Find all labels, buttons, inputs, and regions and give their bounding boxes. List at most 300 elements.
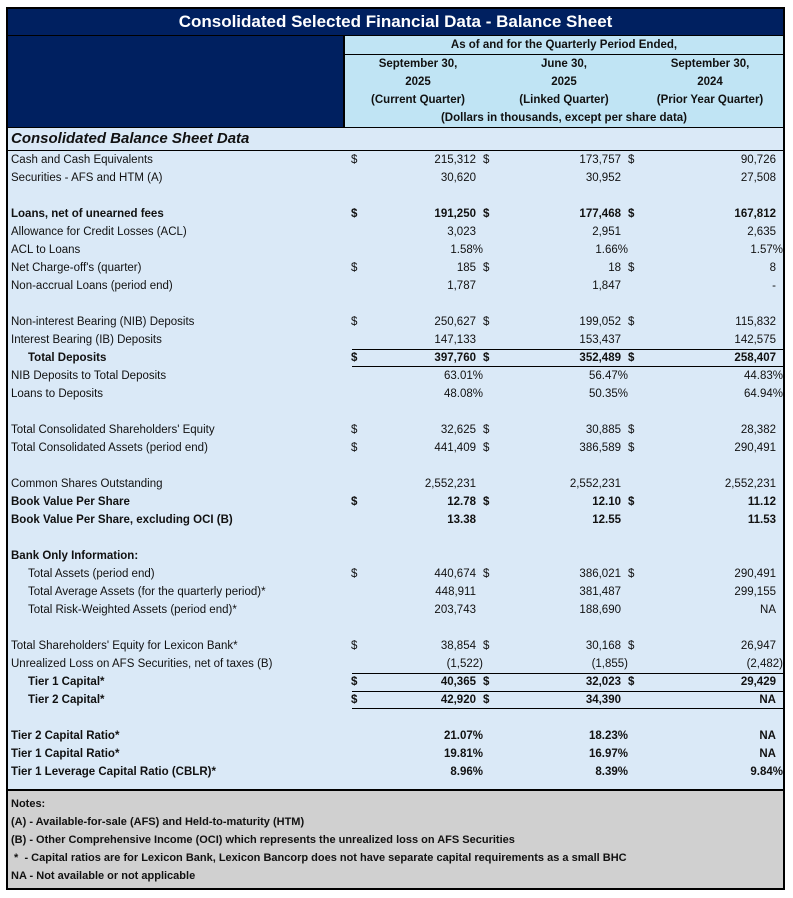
table-row — [8, 493, 783, 511]
value: 381,487 — [579, 586, 621, 598]
currency-symbol — [351, 745, 371, 763]
value-cell — [628, 439, 783, 457]
value: 1,787 — [447, 280, 476, 292]
value-cell — [628, 385, 783, 403]
currency-symbol: $ — [483, 316, 490, 328]
row-label: Loans, net of unearned fees — [11, 208, 164, 220]
currency-symbol: $ — [628, 676, 635, 688]
value: 30,885 — [585, 424, 621, 436]
row-label: Book Value Per Share — [11, 496, 130, 508]
value: NA — [759, 694, 776, 706]
row-label: Tier 2 Capital* — [28, 694, 105, 706]
currency-symbol: $ — [351, 316, 358, 328]
value-cell — [351, 493, 483, 511]
value: 30,952 — [585, 172, 621, 184]
value: 32,023 — [585, 676, 621, 688]
note-item: (B) - Other Comprehensive Income (OCI) which represents the unrealized loss on AFS Securities — [11, 834, 515, 846]
value-cell — [351, 637, 483, 655]
value-cell — [628, 151, 783, 169]
value-cell — [628, 241, 783, 259]
period-col-prior-year — [637, 55, 783, 109]
row-label: Unrealized Loss on AFS Securities, net of taxes (B) — [11, 658, 273, 670]
period-label: (Prior Year Quarter) — [656, 94, 764, 106]
table-row — [8, 169, 783, 187]
period-label: (Current Quarter) — [371, 94, 465, 106]
spacer-row — [8, 529, 783, 547]
value-cell — [351, 745, 483, 763]
currency-symbol — [628, 727, 647, 745]
value-cell — [351, 367, 483, 385]
table-row — [8, 223, 783, 241]
value-cell — [628, 655, 783, 673]
value-cell — [628, 223, 783, 241]
value: 191,250 — [434, 208, 476, 220]
currency-symbol: $ — [483, 262, 490, 274]
row-label: Securities - AFS and HTM (A) — [11, 172, 163, 184]
currency-symbol: $ — [351, 676, 358, 688]
spacer-row — [8, 403, 783, 421]
value: 1,847 — [592, 280, 621, 292]
row-label: Tier 1 Capital Ratio* — [11, 748, 120, 760]
currency-symbol — [483, 223, 502, 241]
currency-symbol: $ — [483, 694, 490, 706]
value: 12.10 — [592, 496, 621, 508]
currency-symbol — [483, 583, 502, 601]
value-cell — [483, 223, 628, 241]
value-cell — [351, 259, 483, 277]
row-label: Total Assets (period end) — [28, 568, 155, 580]
currency-symbol — [628, 241, 648, 259]
value: 3,023 — [447, 226, 476, 238]
value-cell — [483, 493, 628, 511]
row-label: Total Risk-Weighted Assets (period end)* — [28, 604, 237, 616]
currency-symbol: $ — [628, 424, 635, 436]
row-label: Common Shares Outstanding — [11, 478, 163, 490]
value-cell — [351, 565, 483, 583]
currency-symbol — [351, 367, 371, 385]
row-label: Total Deposits — [28, 352, 107, 364]
row-label: Non-accrual Loans (period end) — [11, 280, 173, 292]
value: 30,620 — [440, 172, 476, 184]
value-cell — [483, 601, 628, 619]
value-cell — [628, 511, 783, 529]
table-row — [8, 655, 783, 673]
value: 16.97% — [588, 748, 628, 760]
currency-symbol — [628, 511, 647, 529]
value-cell — [351, 439, 483, 457]
row-label: Tier 1 Leverage Capital Ratio (CBLR)* — [11, 766, 216, 778]
currency-symbol — [628, 547, 647, 565]
value-cell — [351, 241, 483, 259]
value-cell — [351, 601, 483, 619]
period-year: 2025 — [551, 76, 577, 88]
currency-symbol: $ — [351, 424, 358, 436]
value: 352,489 — [579, 352, 621, 364]
row-label: Tier 1 Capital* — [28, 676, 105, 688]
currency-symbol — [351, 763, 371, 781]
value: 2,552,231 — [569, 478, 621, 490]
value-cell — [628, 205, 783, 223]
value: 38,854 — [440, 640, 476, 652]
value: 199,052 — [579, 316, 621, 328]
row-label: Total Shareholders' Equity for Lexicon Bank* — [11, 640, 238, 652]
currency-symbol — [628, 169, 647, 187]
value-cell — [351, 349, 483, 367]
value-cell — [628, 763, 783, 781]
value: 2,951 — [592, 226, 621, 238]
value: 386,021 — [579, 568, 621, 580]
currency-symbol: $ — [351, 496, 358, 508]
value: 40,365 — [440, 676, 476, 688]
value-cell — [351, 313, 483, 331]
currency-symbol — [351, 169, 370, 187]
value: 185 — [456, 262, 476, 274]
value: 63.01% — [443, 370, 483, 382]
currency-symbol: $ — [483, 424, 490, 436]
currency-symbol — [483, 367, 503, 385]
value: 9.84% — [750, 766, 783, 778]
currency-symbol — [351, 601, 370, 619]
table-row — [8, 439, 783, 457]
value-cell — [483, 655, 628, 673]
spacer-row — [8, 709, 783, 727]
currency-symbol — [351, 727, 371, 745]
value-cell — [351, 691, 483, 709]
value: 1.58% — [450, 244, 483, 256]
value: 32,625 — [440, 424, 476, 436]
value: NA — [759, 730, 776, 742]
value-cell — [351, 763, 483, 781]
value-cell — [483, 475, 628, 493]
currency-symbol: $ — [483, 496, 490, 508]
currency-symbol — [628, 763, 648, 781]
value: 13.38 — [447, 514, 476, 526]
row-label: Cash and Cash Equivalents — [11, 154, 153, 166]
value: 21.07% — [443, 730, 483, 742]
currency-symbol — [483, 655, 503, 673]
value-cell — [351, 223, 483, 241]
value-cell — [483, 367, 628, 385]
value-cell — [628, 691, 783, 709]
currency-symbol: $ — [483, 568, 490, 580]
value: 90,726 — [740, 154, 776, 166]
value: 386,589 — [579, 442, 621, 454]
value: 441,409 — [434, 442, 476, 454]
currency-symbol: $ — [628, 640, 635, 652]
value: 215,312 — [434, 154, 476, 166]
period-col-current — [345, 55, 491, 109]
row-label: ACL to Loans — [11, 244, 81, 256]
currency-symbol — [483, 241, 503, 259]
value: 258,407 — [734, 352, 776, 364]
currency-symbol — [351, 223, 370, 241]
value: 440,674 — [434, 568, 476, 580]
balance-sheet-table — [6, 7, 785, 890]
row-label: Total Consolidated Assets (period end) — [11, 442, 208, 454]
currency-symbol: $ — [351, 640, 358, 652]
currency-symbol — [628, 277, 647, 295]
currency-symbol — [483, 763, 503, 781]
currency-symbol — [628, 223, 647, 241]
column-header — [8, 36, 783, 128]
value: 290,491 — [734, 442, 776, 454]
currency-symbol: $ — [351, 568, 358, 580]
value-cell — [483, 727, 628, 745]
value: (1,855) — [591, 658, 628, 670]
value: NA — [759, 748, 776, 760]
value-cell — [628, 745, 783, 763]
currency-symbol — [483, 727, 503, 745]
currency-symbol: $ — [483, 154, 490, 166]
currency-symbol — [351, 385, 371, 403]
value-cell — [483, 547, 628, 565]
value-cell — [351, 169, 483, 187]
row-label: Book Value Per Share, excluding OCI (B) — [11, 514, 233, 526]
value-cell — [351, 421, 483, 439]
period-date: September 30, — [670, 58, 750, 70]
spacer-row — [8, 295, 783, 313]
value-cell — [628, 331, 783, 349]
value-cell — [483, 385, 628, 403]
value: 64.94% — [743, 388, 783, 400]
currency-symbol: $ — [351, 262, 358, 274]
currency-symbol: $ — [483, 640, 490, 652]
as-of-label: As of and for the Quarterly Period Ended, — [345, 36, 783, 55]
value: 173,757 — [579, 154, 621, 166]
currency-symbol — [351, 511, 370, 529]
value-cell — [628, 277, 783, 295]
value: 19.81% — [443, 748, 483, 760]
period-col-linked — [491, 55, 637, 109]
currency-symbol — [483, 601, 502, 619]
value: 18 — [608, 262, 621, 274]
currency-symbol: $ — [483, 352, 490, 364]
value-cell — [351, 727, 483, 745]
currency-symbol — [628, 331, 647, 349]
value: 2,552,231 — [724, 478, 776, 490]
value-cell — [628, 547, 783, 565]
value-cell — [628, 349, 783, 367]
table-row — [8, 475, 783, 493]
table-row — [8, 763, 783, 781]
currency-symbol: $ — [351, 154, 358, 166]
value: 18.23% — [588, 730, 628, 742]
row-label: Net Charge-off's (quarter) — [11, 262, 142, 274]
currency-symbol — [628, 583, 647, 601]
header-blank — [8, 36, 345, 127]
table-row — [8, 727, 783, 745]
value: 12.78 — [447, 496, 476, 508]
currency-symbol — [483, 277, 502, 295]
table-row — [8, 673, 783, 691]
value-cell — [351, 583, 483, 601]
value-cell — [483, 241, 628, 259]
value-cell — [483, 745, 628, 763]
value: 299,155 — [734, 586, 776, 598]
value-cell — [628, 583, 783, 601]
value — [647, 547, 783, 565]
value: 203,743 — [434, 604, 476, 616]
currency-symbol — [628, 475, 647, 493]
value-cell — [351, 673, 483, 691]
currency-symbol — [628, 691, 647, 709]
value: 115,832 — [735, 316, 776, 328]
currency-symbol — [351, 583, 370, 601]
value: 2,552,231 — [424, 478, 476, 490]
value: NA — [760, 604, 776, 616]
currency-symbol: $ — [628, 496, 635, 508]
value-cell — [483, 421, 628, 439]
row-label: Loans to Deposits — [11, 388, 104, 400]
currency-symbol: $ — [628, 352, 635, 364]
row-label: Non-interest Bearing (NIB) Deposits — [11, 316, 195, 328]
note-item: NA - Not available or not applicable — [11, 870, 196, 882]
value: 8.39% — [595, 766, 628, 778]
currency-symbol — [351, 277, 370, 295]
value: 50.35% — [588, 388, 628, 400]
table-row — [8, 385, 783, 403]
value-cell — [483, 673, 628, 691]
currency-symbol — [628, 601, 647, 619]
value: 250,627 — [434, 316, 476, 328]
currency-symbol — [351, 331, 370, 349]
currency-symbol: $ — [351, 208, 358, 220]
currency-symbol: $ — [628, 316, 635, 328]
value: 26,947 — [740, 640, 776, 652]
currency-symbol: $ — [483, 208, 490, 220]
value-cell — [351, 205, 483, 223]
currency-symbol — [628, 745, 647, 763]
value-cell — [483, 763, 628, 781]
value: (2,482) — [746, 658, 783, 670]
currency-symbol — [351, 241, 371, 259]
table-row — [8, 151, 783, 169]
notes-heading: Notes: — [11, 798, 46, 810]
value-cell — [351, 511, 483, 529]
value: 8.96% — [450, 766, 483, 778]
value: 8 — [769, 262, 776, 274]
row-label: Bank Only Information: — [11, 550, 139, 562]
table-row — [8, 241, 783, 259]
table-row — [8, 745, 783, 763]
value-cell — [483, 349, 628, 367]
currency-symbol — [483, 169, 502, 187]
row-label: Allowance for Credit Losses (ACL) — [11, 226, 187, 238]
table-row — [8, 547, 783, 565]
table-row — [8, 511, 783, 529]
value: - — [772, 280, 776, 292]
table-row — [8, 421, 783, 439]
currency-symbol — [483, 331, 502, 349]
currency-symbol: $ — [628, 262, 635, 274]
value: 27,508 — [740, 172, 776, 184]
value-cell — [628, 637, 783, 655]
data-rows — [8, 151, 783, 789]
row-label: Total Consolidated Shareholders' Equity — [11, 424, 215, 436]
currency-symbol: $ — [351, 442, 358, 454]
spacer-row — [8, 619, 783, 637]
value-cell — [351, 151, 483, 169]
value-cell — [628, 673, 783, 691]
value-cell — [351, 475, 483, 493]
table-row — [8, 277, 783, 295]
value-cell — [351, 655, 483, 673]
value-cell — [483, 277, 628, 295]
value: 1.57% — [750, 244, 783, 256]
section-title: Consolidated Balance Sheet Data — [8, 128, 783, 151]
currency-symbol — [483, 547, 502, 565]
value-cell — [628, 601, 783, 619]
value-cell — [628, 313, 783, 331]
period-label: (Linked Quarter) — [519, 94, 609, 106]
value: 11.12 — [747, 496, 776, 508]
table-row — [8, 331, 783, 349]
value: 42,920 — [440, 694, 476, 706]
table-row — [8, 349, 783, 367]
value-cell — [351, 385, 483, 403]
value: 290,491 — [734, 568, 776, 580]
currency-symbol: $ — [351, 352, 358, 364]
row-label: Tier 2 Capital Ratio* — [11, 730, 120, 742]
currency-symbol: $ — [483, 442, 490, 454]
currency-symbol: $ — [351, 694, 358, 706]
table-row — [8, 313, 783, 331]
value: 29,429 — [740, 676, 776, 688]
value: 142,575 — [734, 334, 776, 346]
value-cell — [628, 421, 783, 439]
table-row — [8, 367, 783, 385]
value-cell — [483, 259, 628, 277]
period-year: 2024 — [697, 76, 723, 88]
currency-symbol — [351, 475, 370, 493]
value-cell — [628, 493, 783, 511]
currency-symbol — [351, 655, 371, 673]
period-date: September 30, — [378, 58, 458, 70]
value-cell — [351, 331, 483, 349]
value-cell — [351, 277, 483, 295]
value-cell — [351, 547, 483, 565]
value-cell — [628, 727, 783, 745]
value-cell — [628, 169, 783, 187]
currency-symbol: $ — [628, 568, 635, 580]
value: 28,382 — [740, 424, 776, 436]
currency-symbol: $ — [628, 442, 635, 454]
note-item: (A) - Available-for-sale (AFS) and Held-to-maturity (HTM) — [11, 816, 305, 828]
currency-symbol: $ — [483, 676, 490, 688]
table-title: Consolidated Selected Financial Data - Balance Sheet — [8, 9, 783, 36]
table-row — [8, 691, 783, 709]
value: 48.08% — [443, 388, 483, 400]
value-cell — [483, 169, 628, 187]
value-cell — [483, 511, 628, 529]
value: (1,522) — [446, 658, 483, 670]
value: 188,690 — [579, 604, 621, 616]
value: 34,390 — [585, 694, 621, 706]
value: 397,760 — [434, 352, 476, 364]
value — [502, 547, 628, 565]
value: 177,468 — [579, 208, 621, 220]
value-cell — [628, 475, 783, 493]
value — [370, 547, 483, 565]
value: 448,911 — [435, 586, 476, 598]
currency-symbol — [483, 475, 502, 493]
note-item: * - Capital ratios are for Lexicon Bank, Lexicon Bancorp does not have separate capital requirements as a small BHC — [11, 852, 627, 864]
value: 1.66% — [595, 244, 628, 256]
value: 56.47% — [588, 370, 628, 382]
table-row — [8, 601, 783, 619]
value-cell — [483, 565, 628, 583]
currency-symbol: $ — [628, 154, 635, 166]
